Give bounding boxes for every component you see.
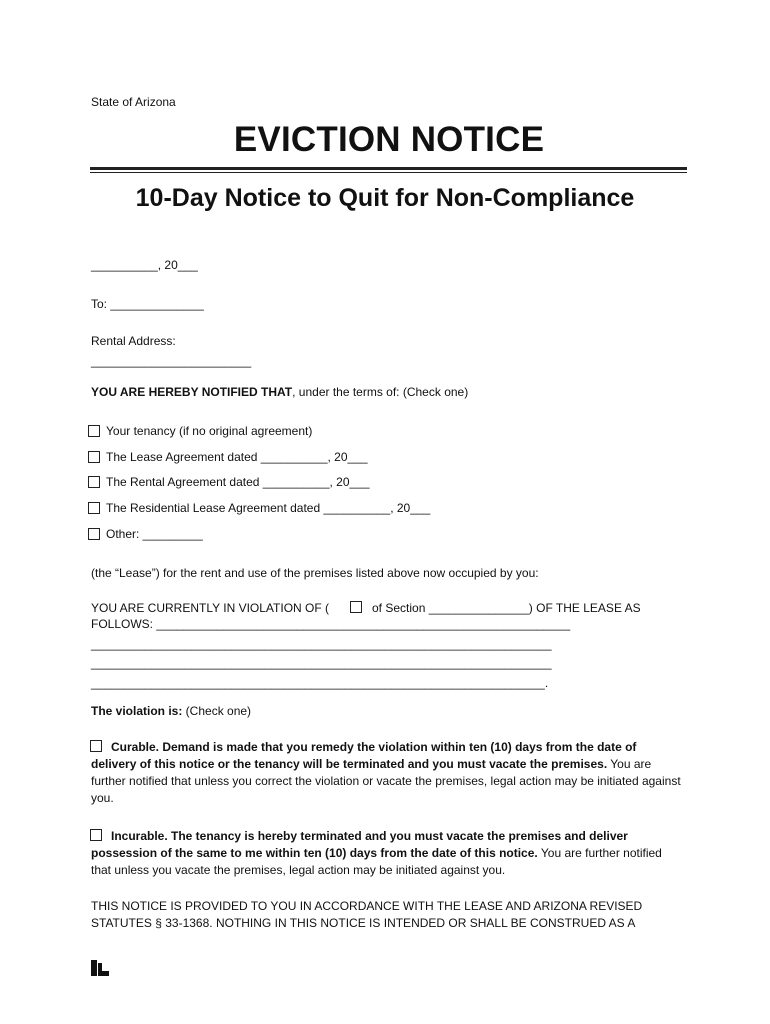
legal-templates-logo-icon	[91, 960, 109, 976]
violation-line-5[interactable]: ____________________________________________________________________.	[91, 676, 549, 690]
date-field[interactable]: __________, 20___	[91, 258, 198, 272]
incurable-paragraph	[91, 828, 681, 879]
violation-is-rest: (Check one)	[182, 704, 252, 718]
violation-is-line	[91, 704, 251, 718]
option-other-label: Other: _________	[106, 527, 203, 541]
option-tenancy-label: Your tenancy (if no original agreement)	[106, 424, 313, 438]
violation-line-1a: YOU ARE CURRENTLY IN VIOLATION OF (	[91, 601, 330, 615]
violation-line-2[interactable]: FOLLOWS: ______________________________________________________________	[91, 617, 571, 631]
violation-is-bold: The violation is:	[91, 704, 183, 718]
curable-bold: Curable. Demand is made that you remedy the violation within ten (10) days from the date of delivery of this notice or the tenancy will be terminated and you must vacate the premises.	[91, 740, 637, 771]
option-rental-agreement-checkbox[interactable]	[88, 476, 100, 488]
rental-address-label: Rental Address:	[91, 334, 176, 348]
to-field[interactable]: To: ______________	[91, 297, 204, 311]
statute-paragraph: THIS NOTICE IS PROVIDED TO YOU IN ACCORDANCE WITH THE LEASE AND ARIZONA REVISED STATUTES § 33-1368. NOTHING IN THIS NOTICE IS INTENDED OR SHALL BE CONSTRUED AS A	[91, 899, 643, 930]
title-rule-thick	[90, 167, 687, 170]
rental-address-field[interactable]: ________________________	[91, 354, 252, 368]
option-rental-agreement-label: The Rental Agreement dated __________, 20___	[106, 475, 370, 489]
option-tenancy-checkbox[interactable]	[88, 425, 100, 437]
option-residential-lease-checkbox[interactable]	[88, 502, 100, 514]
curable-paragraph	[91, 739, 681, 807]
document-title: EVICTION NOTICE	[233, 120, 545, 159]
violation-line-4[interactable]: _____________________________________________________________________	[91, 656, 552, 670]
notified-rest: , under the terms of: (Check one)	[292, 385, 469, 399]
option-lease-agreement-label: The Lease Agreement dated __________, 20___	[106, 450, 368, 464]
state-label: State of Arizona	[91, 95, 176, 109]
title-rule-thin	[90, 172, 687, 173]
document-subtitle: 10-Day Notice to Quit for Non-Compliance	[135, 184, 635, 212]
option-lease-agreement-checkbox[interactable]	[88, 451, 100, 463]
curable-rest: You are further notified that unless you correct the violation or vacate the premises, legal action may be initiated against you.	[91, 757, 681, 805]
violation-line-3[interactable]: _____________________________________________________________________	[91, 637, 552, 651]
notified-line	[91, 385, 468, 399]
notified-bold: YOU ARE HEREBY NOTIFIED THAT	[91, 385, 293, 399]
option-other-checkbox[interactable]	[88, 528, 100, 540]
violation-line-1b: of Section _______________) OF THE LEASE AS	[372, 601, 641, 615]
incurable-rest: You are further notified that unless you vacate the premises, legal action may be initiated against you.	[91, 846, 662, 877]
option-residential-lease-label: The Residential Lease Agreement dated __________, 20___	[106, 501, 431, 515]
violation-section-checkbox[interactable]	[350, 601, 362, 613]
lease-definition-line: (the “Lease”) for the rent and use of the premises listed above now occupied by you:	[91, 566, 539, 580]
incurable-bold: Incurable. The tenancy is hereby terminated and you must vacate the premises and deliver possession of the same to me within ten (10) days from the date of this notice.	[91, 829, 628, 860]
